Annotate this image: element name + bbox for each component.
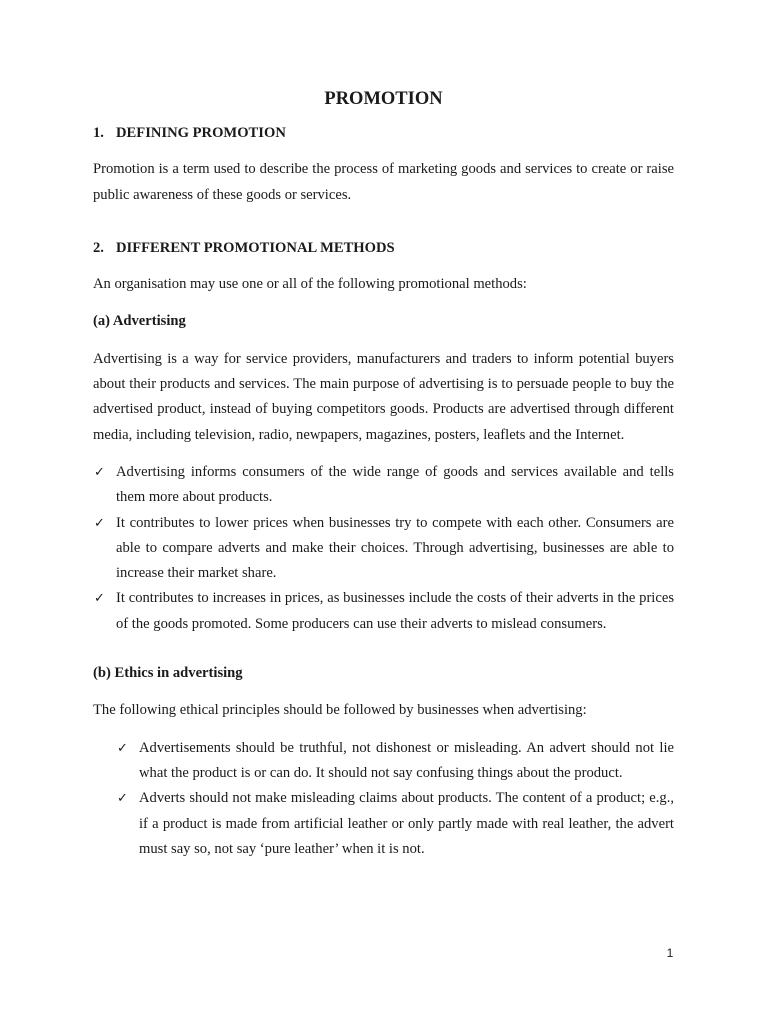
list-item xyxy=(93,786,674,862)
section-1-title: DEFINING PROMOTION xyxy=(116,125,286,141)
list-item-text: Advertisements should be truthful, not dishonest or misleading. An advert should not lie what the product is or can do. It should not say confusing things about the product. xyxy=(139,739,674,781)
list-item xyxy=(93,460,674,511)
checkmark-icon: ✓ xyxy=(94,591,105,607)
section-2-intro: An organisation may use one or all of the following promotional methods: xyxy=(93,276,527,293)
document-title: PROMOTION xyxy=(324,89,443,109)
section-2-number: 2. xyxy=(93,239,104,256)
page-number: 1 xyxy=(666,946,674,960)
list-item-text: It contributes to lower prices when businesses try to compete with each other. Consumers are able to compare adverts and make their choices. Through advertising, businesses are able to increase their market share. xyxy=(116,514,674,582)
subsection-a-paragraph: Advertising is a way for service providers, manufacturers and traders to inform potential buyers about their products and services. The main purpose of advertising is to persuade people to buy the advertised product, instead of buying competitors goods. Products are advertised through different media, including television, radio, newpapers, magazines, posters, leaflets and the Internet. xyxy=(93,350,674,443)
subsection-b-heading: (b) Ethics in advertising xyxy=(93,665,243,682)
section-2-heading xyxy=(93,236,674,261)
subsection-b-intro: The following ethical principles should be followed by businesses when advertising: xyxy=(93,702,587,719)
section-1-number: 1. xyxy=(93,125,104,141)
checkmark-icon: ✓ xyxy=(117,791,128,807)
list-item-text: Advertising informs consumers of the wide range of goods and services available and tells them more about products. xyxy=(116,463,674,506)
subsection-a-heading: (a) Advertising xyxy=(93,313,186,330)
section-1-paragraph: Promotion is a term used to describe the process of marketing goods and services to create or raise public awareness of these goods or services. xyxy=(93,161,674,203)
list-item xyxy=(93,511,674,587)
advertising-bullet-list xyxy=(93,460,674,637)
checkmark-icon: ✓ xyxy=(94,515,105,531)
list-item xyxy=(93,586,674,637)
section-2-title: DIFFERENT PROMOTIONAL METHODS xyxy=(116,239,395,256)
document-page xyxy=(93,86,674,862)
checkmark-icon: ✓ xyxy=(94,464,105,480)
list-item xyxy=(93,736,674,787)
checkmark-icon: ✓ xyxy=(117,740,128,756)
list-item-text: Adverts should not make misleading claims about products. The content of a product; e.g., if a product is made from artificial leather or only partly made with real leather, the advert must say so, not say ‘pure leather’ when it is not. xyxy=(139,790,674,857)
ethics-bullet-list xyxy=(93,736,674,862)
section-1-heading xyxy=(93,121,674,146)
list-item-text: It contributes to increases in prices, as businesses include the costs of their adverts in the prices of the goods promoted. Some producers can use their adverts to mislead consumers. xyxy=(116,590,674,632)
